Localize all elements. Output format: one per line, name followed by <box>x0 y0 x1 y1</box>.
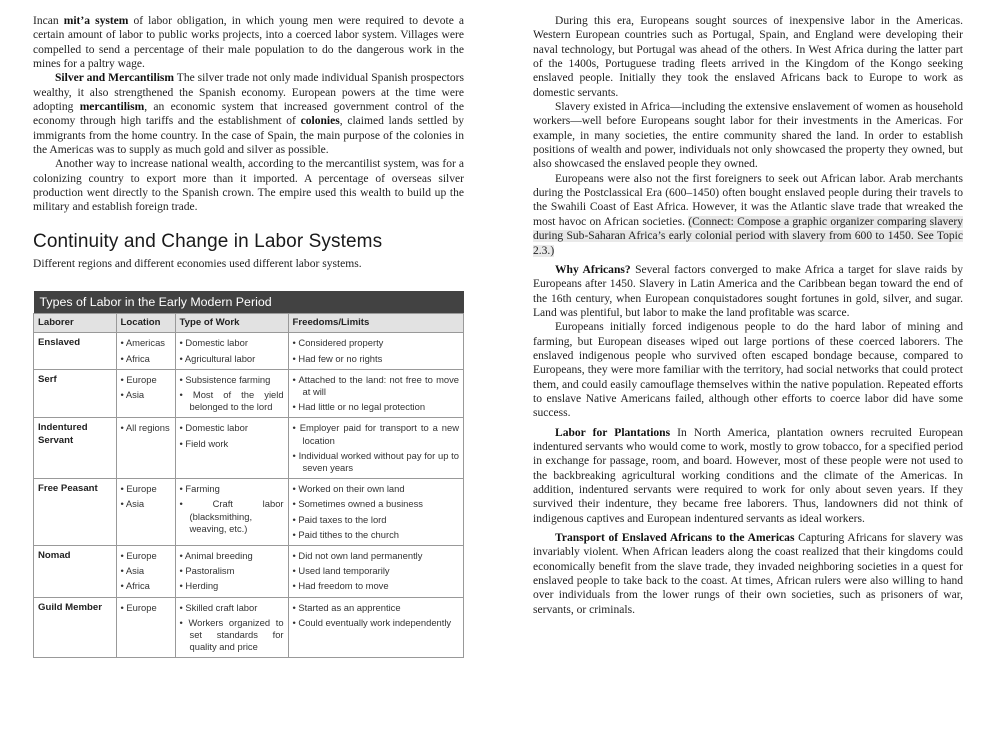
term-mercantilism: mercantilism <box>79 101 145 114</box>
cell-type-of-work <box>175 597 288 658</box>
bullet-item: • Skilled craft labor <box>180 602 284 614</box>
bullet-item: • Animal breeding <box>180 550 284 562</box>
cell-freedoms-limits <box>288 369 463 418</box>
bullet-item: • Attached to the land: not free to move at will <box>293 374 459 398</box>
bullet-item: • Asia <box>121 565 171 577</box>
paragraph-silver-mercantilism: Silver and Mercantilism The silver trade not only made individual Spanish prospectors wealthy, it also strengthened the Spanish economy. European powers at the time were adopting mercantilism, an economic system that increased government control of the economy through high tariffs and the establishment of colonies, claimed lands settled by immigrants from the home country. In the case of Spain, the main purpose of the colonies in the Americas was to supply as much gold and silver as possible. <box>33 72 465 157</box>
table-row <box>34 546 464 598</box>
cell-freedoms-limits <box>288 418 463 479</box>
table-row <box>34 597 464 658</box>
cell-laborer: Indentured Servant <box>34 418 117 479</box>
bullet-item: • Used land temporarily <box>293 565 459 577</box>
paragraph-why-africans: Why Africans? Several factors converged to make Africa a target for slave raids by Europeans after 1450. Slavery in Latin America and the Caribbean began toward the end of the 16th century, when European conquistadores sought fortunes in gold, silver, and sugar. Land was plentiful, but labor to make the land profitable was scarce. <box>533 263 963 319</box>
bullet-item: • Agricultural labor <box>180 353 284 365</box>
table-row <box>34 333 464 369</box>
bullet-item: • Had little or no legal protection <box>293 401 459 413</box>
paragraph-indigenous-labor: Europeans initially forced indigenous people to do the hard labor of mining and farming, but European diseases wiped out large portions of these coerced laborers. The enslaved indigenous people who survived often escaped bondage because, compared to Europeans, they were more familiar with the territory, had social networks that could protect them, and could easily camouflage themselves within the native population. Repeated efforts to enslave Native Americans failed, although other efforts to coerce labor did have some success. <box>533 321 963 420</box>
cell-location <box>116 369 175 418</box>
section-intro: Different regions and different economies used different labor systems. <box>33 257 362 270</box>
bullet-item: • Paid taxes to the lord <box>293 514 459 526</box>
bullet-item: • Europe <box>121 602 171 614</box>
cell-laborer: Serf <box>34 369 117 418</box>
cell-location <box>116 418 175 479</box>
bullet-item: • Americas <box>121 337 171 349</box>
cell-type-of-work <box>175 479 288 546</box>
cell-freedoms-limits <box>288 333 463 369</box>
bullet-item: • Individual worked without pay for up to seven years <box>293 450 459 474</box>
paragraph-transport: Transport of Enslaved Africans to the Americas Capturing Africans for slavery was invariably violent. When African leaders along the coast realized that their kingdoms could economically benefit from the slave trade, they invaded neighboring societies in a quest for enslaved people to take back to the coast. At times, African rulers were also willing to hand over individuals from the lower rungs of their own societies, such as prisoners of war, servants, or criminals. <box>533 532 963 616</box>
table-row <box>34 418 464 479</box>
bullet-item: • Did not own land permanently <box>293 550 459 562</box>
cell-location <box>116 546 175 598</box>
bullet-item: • Started as an apprentice <box>293 602 459 614</box>
bullet-item: • Workers organized to set standards for quality and price <box>180 617 284 654</box>
subhead-labor-for-plantations: Labor for Plantations <box>555 426 671 439</box>
connect-prompt: (Connect: Compose a graphic organizer comparing slavery during Sub-Saharan Africa’s early colonial period with slavery from 600 to 1450. See Topic 2.3.) <box>533 215 963 257</box>
cell-location <box>116 479 175 546</box>
cell-freedoms-limits <box>288 546 463 598</box>
cell-freedoms-limits <box>288 479 463 546</box>
bullet-item: • Worked on their own land <box>293 483 459 495</box>
bullet-item: • Africa <box>121 353 171 365</box>
bullet-item: • Europe <box>121 550 171 562</box>
cell-type-of-work <box>175 369 288 418</box>
right-column <box>533 14 963 617</box>
bullet-item: • Asia <box>121 389 171 401</box>
bullet-item: • Had few or no rights <box>293 353 459 365</box>
table-caption: Types of Labor in the Early Modern Period <box>34 291 464 314</box>
bullet-item: • Domestic labor <box>180 337 284 349</box>
paragraph-inexpensive-labor: During this era, Europeans sought sources of inexpensive labor in the Americas. Western European countries such as Portugal, Spain, and England were developing their naval technology, but Portugal was ahead of the others. In West Africa during the latter part of the 1400s, Portuguese trading fleets arrived in the Kingdom of the Kongo seeking enslaved people. Initially they took the enslaved Africans back to Europe to work as domestic servants. <box>533 15 963 99</box>
table-row <box>34 479 464 546</box>
table-body <box>34 333 464 658</box>
bullet-item: • Domestic labor <box>180 422 284 434</box>
paragraph-mita: Incan mit’a system of labor obligation, in which young men were required to devote a certain amount of labor to public works projects, into a coerced labor system. Villages were compelled to send a percentage of their male population to do the dangerous work in the mines for a paltry wage. <box>33 15 465 71</box>
bullet-item: • Had freedom to move <box>293 580 459 592</box>
term-colonies: colonies <box>300 115 340 128</box>
term-mita-system: mit’a system <box>63 15 129 27</box>
cell-type-of-work <box>175 333 288 369</box>
paragraph-slavery-in-africa: Slavery existed in Africa—including the extensive enslavement of women as household workers—well before Europeans sought labor for their investments in the Americas. For example, in many societies, the entire community shared the land. In order to establish positions of wealth and power, individuals not only showcased the property they owned, but also showcased the enslaved people they owned. <box>533 101 963 171</box>
cell-laborer: Enslaved <box>34 333 117 369</box>
bullet-item: • All regions <box>121 422 171 434</box>
bullet-item: • Employer paid for transport to a new location <box>293 422 459 446</box>
subhead-why-africans: Why Africans? <box>555 263 631 276</box>
bullet-item: • Paid tithes to the church <box>293 529 459 541</box>
bullet-item: • Sometimes owned a business <box>293 498 459 510</box>
section-heading: Continuity and Change in Labor Systems <box>33 230 383 252</box>
cell-type-of-work <box>175 418 288 479</box>
header-type-of-work: Type of Work <box>175 314 288 333</box>
cell-laborer: Free Peasant <box>34 479 117 546</box>
bullet-item: • Craft labor (blacksmithing, weaving, etc.) <box>180 498 284 535</box>
bullet-item: • Europe <box>121 374 171 386</box>
cell-type-of-work <box>175 546 288 598</box>
bullet-item: • Could eventually work independently <box>293 617 459 629</box>
table-row <box>34 369 464 418</box>
paragraph-arab-merchants: Europeans were also not the first foreigners to seek out African labor. Arab merchants during the Postclassical Era (600–1450) often bought enslaved people during their travels to the Swahili Coast of East Africa. However, it was the Atlantic slave trade that wreaked the most havoc on African societies. (Connect: Compose a graphic organizer comparing slavery during Sub-Saharan Africa’s early colonial period with slavery from 600 to 1450. See Topic 2.3.) <box>533 172 963 257</box>
bullet-item: • Herding <box>180 580 284 592</box>
bullet-item: • Considered property <box>293 337 459 349</box>
bullet-item: • Africa <box>121 580 171 592</box>
paragraph-national-wealth: Another way to increase national wealth, according to the mercantilist system, was for a colonizing country to export more than it imported. A percentage of overseas silver production went directly to the Spanish crown. The empire used this wealth to build up the military and establish foreign trade. <box>33 158 464 214</box>
paragraph-plantations: Labor for Plantations In North America, plantation owners recruited European indentured servants who would come to work, mostly to grow tobacco, for a specified period in exchange for passage, room, and board. However, most of these people were not used to the backbreaking agricultural working conditions and the climate of the Americas. In addition, indentured servants were required to work for only about seven years. If they survived their indenture, they became free laborers. Thus, landowners did not think of indigenous captives and European indentured servants as ideal workers. <box>533 426 964 525</box>
cell-freedoms-limits <box>288 597 463 658</box>
bullet-item: • Asia <box>121 498 171 510</box>
bullet-item: • Subsistence farming <box>180 374 284 386</box>
header-location: Location <box>116 314 175 333</box>
bullet-item: • Field work <box>180 438 284 450</box>
left-column <box>33 14 464 658</box>
subhead-silver-mercantilism: Silver and Mercantilism <box>55 72 175 85</box>
bullet-item: • Farming <box>180 483 284 495</box>
header-freedoms-limits: Freedoms/Limits <box>288 314 463 333</box>
cell-location <box>116 333 175 369</box>
labor-types-table <box>33 291 464 658</box>
cell-laborer: Guild Member <box>34 597 117 658</box>
bullet-item: • Europe <box>121 483 171 495</box>
subhead-transport-of-enslaved: Transport of Enslaved Africans to the Americas <box>555 532 795 545</box>
bullet-item: • Pastoralism <box>180 565 284 577</box>
cell-location <box>116 597 175 658</box>
header-laborer: Laborer <box>34 314 117 333</box>
bullet-item: • Most of the yield belonged to the lord <box>180 389 284 413</box>
cell-laborer: Nomad <box>34 546 117 598</box>
